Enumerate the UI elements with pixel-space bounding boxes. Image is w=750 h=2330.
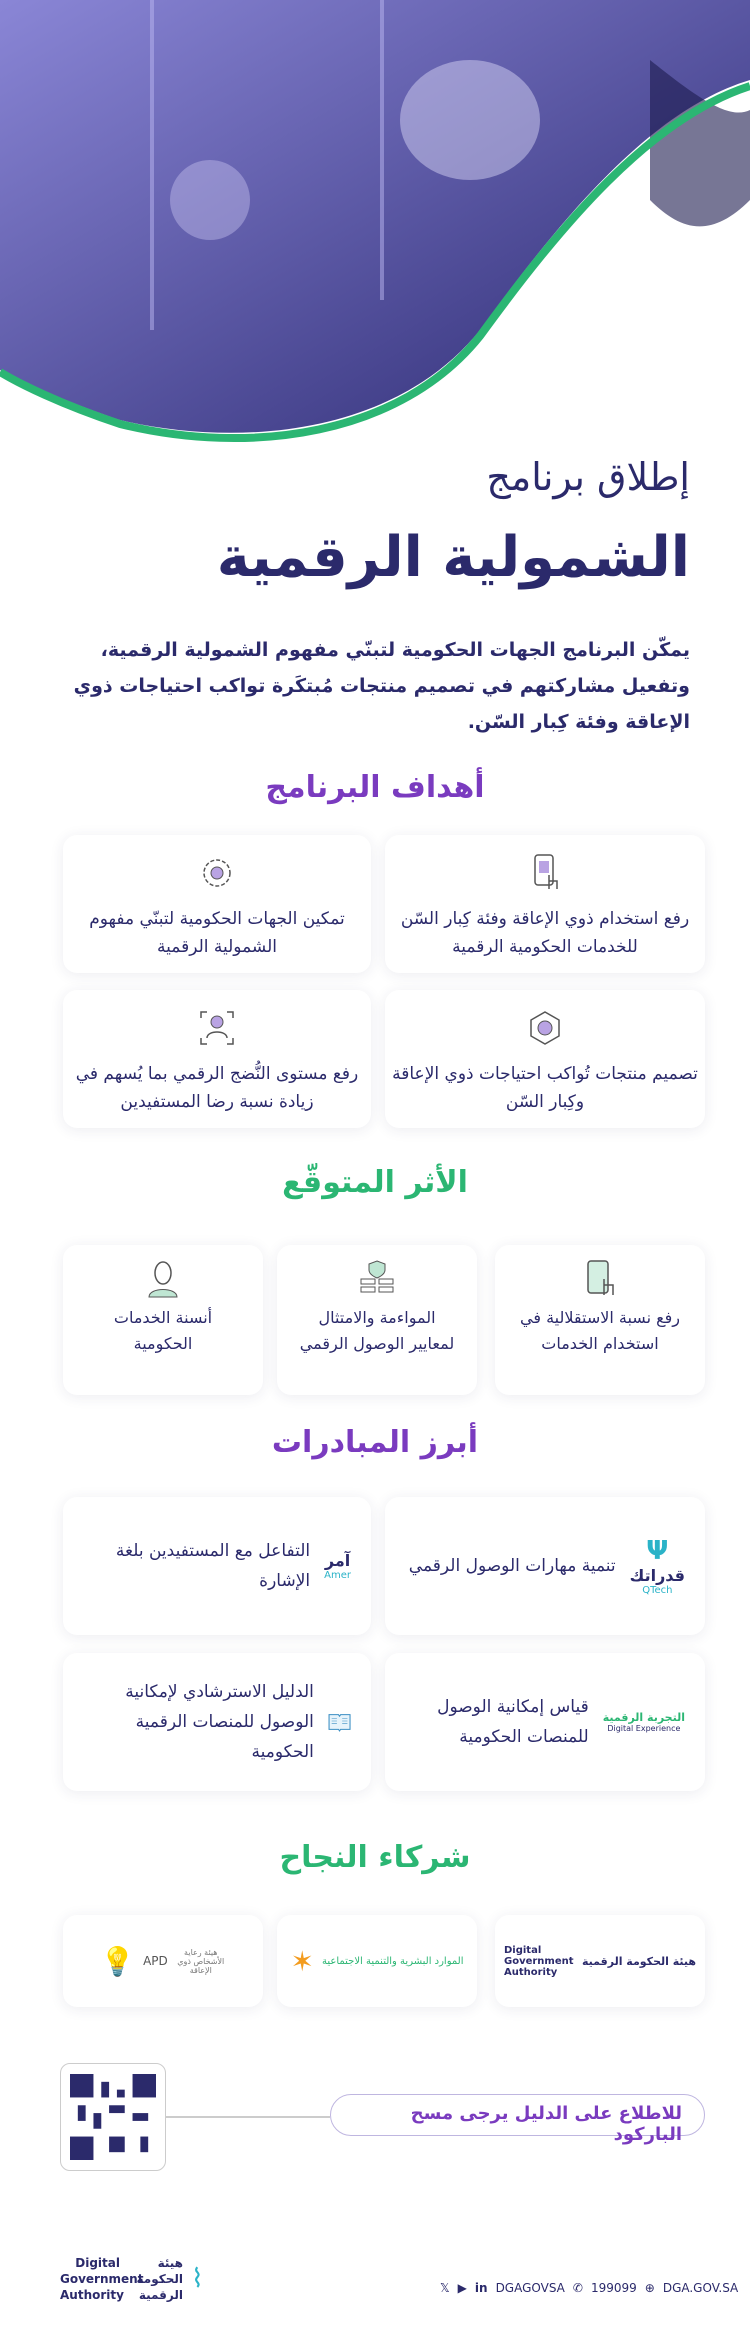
partner-apd: هيئة رعاية الأشخاص ذوي الإعاقة APD 💡 [63, 1915, 263, 2007]
impact-card: المواءمة والامتثال لمعايير الوصول الرقمي [277, 1245, 477, 1395]
intro-paragraph: يمكّن البرنامج الجهات الحكومية لتبنّي مفهوم الشمولية الرقمية، وتفعيل مشاركتهم في تصميم منتجات مُبتكَرة تواكب احتياجات ذوي الإعاقة وفئة كِبار السّن. [73, 639, 690, 733]
book-icon [328, 1702, 351, 1742]
footer-contacts [440, 2281, 738, 2295]
gear-icon [197, 853, 237, 893]
impact-heading: الأثر المتوقّع [282, 1165, 468, 1200]
network-icon [525, 1008, 565, 1048]
impact-card: رفع نسبة الاستقلالية في استخدام الخدمات [495, 1245, 705, 1395]
initiative-card: التجربة الرقمية Digital Experience قياس إمكانية الوصول للمنصات الحكومية [385, 1653, 705, 1791]
goal-card: تصميم منتجات تُواكب احتياجات ذوي الإعاقة وكِبار السّن [385, 990, 705, 1128]
partner-hrsd: الموارد البشرية والتنمية الاجتماعية ✶ [277, 1915, 477, 2007]
linkedin-icon[interactable]: in [474, 2281, 488, 2295]
website[interactable]: DGA.GOV.SA [662, 2281, 739, 2295]
qr-code[interactable] [60, 2063, 166, 2171]
youtube-icon[interactable]: ▶ [457, 2281, 467, 2295]
phone-icon: ✆ [572, 2281, 583, 2295]
tablet-touch-icon [580, 1259, 620, 1299]
goals-heading: أهداف البرنامج [265, 770, 485, 805]
goal-card: تمكين الجهات الحكومية لتبنّي مفهوم الشمولية الرقمية [63, 835, 371, 973]
goal-card: رفع استخدام ذوي الإعاقة وفئة كِبار السّن للخدمات الحكومية الرقمية [385, 835, 705, 973]
initiative-card: آمر Amer التفاعل مع المستفيدين بلغة الإشارة [63, 1497, 371, 1635]
partner-dga: هيئة الحكومة الرقمية Digital Government Authority [495, 1915, 705, 2007]
hero-image [0, 0, 750, 450]
title-line2: الشمولية الرقمية [216, 525, 690, 590]
digital-experience-logo: التجربة الرقمية Digital Experience [602, 1711, 685, 1733]
initiative-card: الدليل الاسترشادي لإمكانية الوصول للمنصات الرقمية الحكومية [63, 1653, 371, 1791]
qtech-logo: Ψ قدراتك QTech [629, 1536, 685, 1596]
social-handle[interactable]: DGAGOVSA [495, 2281, 565, 2295]
initiatives-heading: أبرز المبادرات [271, 1425, 479, 1460]
connector-line [166, 2116, 330, 2118]
globe-icon: ⊕ [644, 2281, 655, 2295]
compliance-icon [357, 1259, 397, 1299]
partners-heading: شركاء النجاح [279, 1840, 471, 1875]
goal-card: رفع مستوى النُّضج الرقمي بما يُسهم في زيادة نسبة رضا المستفيدين [63, 990, 371, 1128]
initiative-card: Ψ قدراتك QTech تنمية مهارات الوصول الرقمي [385, 1497, 705, 1635]
user-scan-icon [197, 1008, 237, 1048]
title-line1: إطلاق برنامج [486, 455, 690, 499]
impact-card: أنسنة الخدمات الحكومية [63, 1245, 263, 1395]
x-icon[interactable]: 𝕏 [440, 2281, 450, 2295]
phone-touch-icon [525, 853, 565, 893]
scan-barcode-note: للاطلاع على الدليل يرجى مسح الباركود [330, 2094, 705, 2136]
phone-number[interactable]: 199099 [590, 2281, 637, 2295]
footer-logo: Digital Government Authority هيئة الحكومة الرقمية ⌇ [60, 2256, 204, 2302]
amer-logo: آمر Amer [324, 1551, 351, 1581]
person-icon [143, 1259, 183, 1299]
